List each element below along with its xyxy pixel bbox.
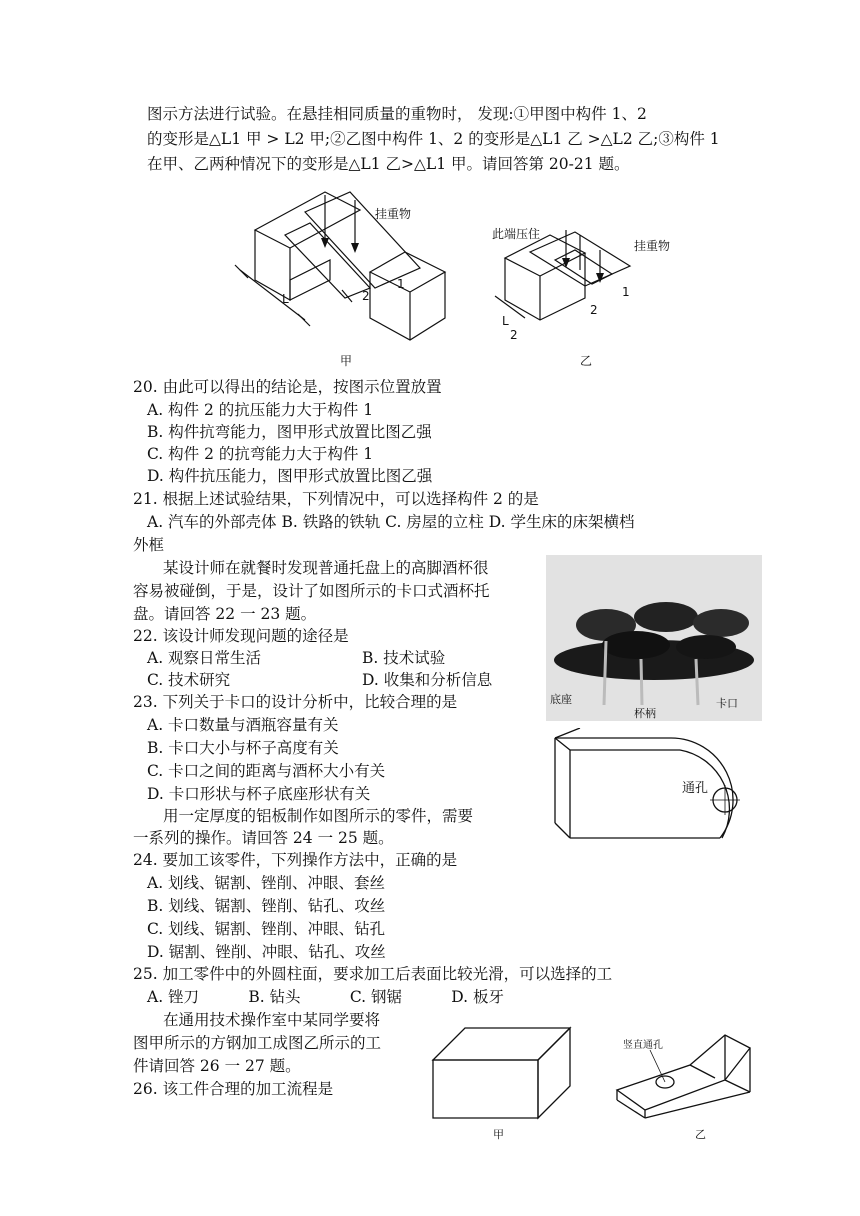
- length-label-b-numerator: L: [502, 314, 509, 328]
- caption-block-jia: 甲: [493, 1128, 504, 1141]
- q22-option-a: A. 观察日常生活: [147, 649, 262, 667]
- length-label-a: L: [282, 292, 289, 306]
- q20-option-b: B. 构件抗弯能力，图甲形式放置比图乙强: [147, 423, 432, 441]
- intro-line-2: 的变形是△L1 甲 > L2 甲;②乙图中构件 1、2 的变形是△L1 乙 >△L2 乙;③构件 1: [147, 130, 720, 148]
- intro-line-1: 图示方法进行试验。在悬挂相同质量的重物时， 发现:①甲图中构件 1、2: [147, 105, 647, 123]
- q21-continuation: 外框: [133, 536, 165, 554]
- intro2-line-3: 盘。请回答 22 一 23 题。: [133, 605, 317, 623]
- q24-option-c: C. 划线、锯割、锉削、冲眼、钻孔: [147, 920, 386, 938]
- q22-option-b: B. 技术试验: [362, 649, 446, 667]
- q26-stem: 26. 该工件合理的加工流程是: [133, 1080, 334, 1098]
- q23-option-c: C. 卡口之间的距离与酒杯大小有关: [147, 762, 386, 780]
- intro4-line-3: 件请回答 26 一 27 题。: [133, 1057, 301, 1075]
- photo-label-stem: 杯柄: [634, 707, 656, 720]
- q21-stem: 21. 根据上述试验结果，下列情况中，可以选择构件 2 的是: [133, 490, 539, 508]
- label-hang-weight-b: 挂重物: [634, 239, 670, 253]
- intro2-line-2: 容易被碰倒，于是，设计了如图所示的卡口式酒杯托: [133, 582, 490, 600]
- q24-option-a: A. 划线、锯割、锉削、冲眼、套丝: [147, 874, 386, 892]
- photo-label-base: 底座: [550, 693, 572, 706]
- q22-option-d: D. 收集和分析信息: [362, 671, 493, 689]
- length-label-b-denominator: 2: [510, 328, 518, 342]
- q22-stem: 22. 该设计师发现问题的途径是: [133, 627, 349, 645]
- member-1-number: 1: [397, 277, 405, 291]
- q25-stem: 25. 加工零件中的外圆柱面，要求加工后表面比较光滑，可以选择的工: [133, 965, 613, 983]
- member-2-number-b: 2: [590, 303, 598, 317]
- label-through-hole: 通孔: [682, 781, 709, 796]
- intro3-line-2: 一系列的操作。请回答 24 一 25 题。: [133, 829, 394, 847]
- caption-block-yi: 乙: [695, 1128, 706, 1141]
- q20-stem: 20. 由此可以得出的结论是，按图示位置放置: [133, 378, 442, 396]
- q24-option-b: B. 划线、锯割、锉削、钻孔、攻丝: [147, 897, 386, 915]
- intro-line-3: 在甲、乙两种情况下的变形是△L1 乙>△L1 甲。请回答第 20-21 题。: [147, 155, 630, 173]
- q25-options: A. 锉刀 B. 钻头 C. 钢锯 D. 板牙: [147, 988, 504, 1006]
- photo-label-slot: 卡口: [716, 697, 738, 710]
- q23-option-a: A. 卡口数量与酒瓶容量有关: [147, 716, 339, 734]
- q22-option-c: C. 技术研究: [147, 671, 231, 689]
- q23-stem: 23. 下列关于卡口的设计分析中，比较合理的是: [133, 693, 458, 711]
- intro4-line-2: 图甲所示的方钢加工成图乙所示的工: [133, 1034, 382, 1052]
- aluminum-part-figure: [540, 728, 780, 848]
- intro2-line-1: 某设计师在就餐时发现普通托盘上的高脚酒杯很: [163, 559, 489, 577]
- intro3-line-1: 用一定厚度的铝板制作如图所示的零件，需要: [163, 807, 474, 825]
- q24-option-d: D. 锯割、锉削、冲眼、钻孔、攻丝: [147, 943, 386, 961]
- label-press-here: 此端压住: [492, 227, 541, 241]
- caption-jia: 甲: [340, 354, 353, 368]
- label-vertical-hole: 竖直通孔: [623, 1040, 663, 1051]
- q21-options: A. 汽车的外部壳体 B. 铁路的铁轨 C. 房屋的立柱 D. 学生床的床架横档: [147, 513, 635, 531]
- label-hang-weight-a: 挂重物: [375, 207, 412, 221]
- intro4-line-1: 在通用技术操作室中某同学要将: [163, 1011, 381, 1029]
- q23-option-b: B. 卡口大小与杯子高度有关: [147, 739, 339, 757]
- q23-option-d: D. 卡口形状与杯子底座形状有关: [147, 785, 371, 803]
- cantilever-test-figure: [230, 190, 670, 370]
- steel-block-figure: [425, 1020, 765, 1150]
- q20-option-d: D. 构件抗压能力，图甲形式放置比图乙强: [147, 467, 433, 485]
- member-1-number-b: 1: [622, 285, 630, 299]
- q24-stem: 24. 要加工该零件，下列操作方法中，正确的是: [133, 851, 458, 869]
- caption-yi: 乙: [580, 354, 593, 368]
- wine-tray-photo: [546, 555, 762, 721]
- q20-option-a: A. 构件 2 的抗压能力大于构件 1: [147, 401, 374, 419]
- q20-option-c: C. 构件 2 的抗弯能力大于构件 1: [147, 445, 374, 463]
- member-2-number: 2: [362, 289, 370, 303]
